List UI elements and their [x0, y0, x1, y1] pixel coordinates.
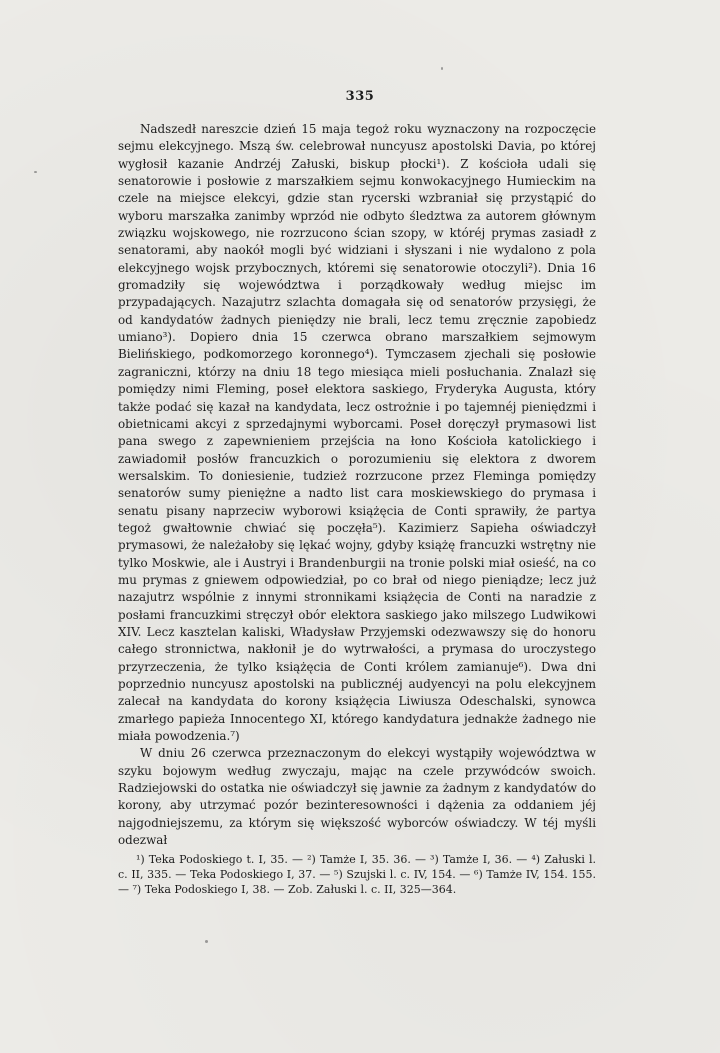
speck: [34, 171, 37, 173]
paragraph-2: W dniu 26 czerwca przeznaczonym do elekcyi wystąpiły województwa w szyku bojowym według zwyczaju, mając na czele przywódców swoich. Radziejowski do ostatka nie oświadczył się jawnie za żadnym z kandydatów do korony, aby utrzymać pozór bezinteresowności i dążenia za oddaniem jéj najgodniejszemu, za którym się większość wyborców oświadczy. W téj myśli odezwał: [118, 746, 596, 848]
paragraph-1: Nadszedł nareszcie dzień 15 maja tegoż roku wyznaczony na rozpoczęcie sejmu elekcyjnego. Mszą św. celebrował nuncyusz apostolski Davia, po której wygłosił kazanie Andrzéj Załuski, biskup płocki¹). Z kościoła udali się senatorowie i posłowie z marszałkiem sejmu konwokacyjnego Humieckim na czele na miejsce elekcyi, gdzie stan rycerski wzbraniał się przystąpić do wyboru marszałka zanimby wprzód nie odbyto śledztwa za autorem głównym związku wojskowego, nie rozrzucono ścian szopy, w któréj prymas zasiadł z senatorami, aby naokół mogli być widziani i słyszani i nie wydalono z pola elekcyjnego wojsk przybocznych, któremi się senatorowie otoczyli²). Dnia 16 gromadziły się województwa i porządkowały według miejsc im przypadających. Nazajutrz szlachta domagała się od senatorów przysięgi, że od kandydatów żadnych pieniędzy nie brali, lecz temu zręcznie zapobiedz umiano³). Dopiero dnia 15 czerwca obrano marszałkiem sejmowym Bielińskiego, podkomorzego koronnego⁴). Tymczasem zjechali się posłowie zagraniczni, którzy na dniu 18 tego miesiąca mieli posłuchania. Znalazł się pomiędzy nimi Fleming, poseł elektora saskiego, Fryderyka Augusta, który także podać się kazał na kandydata, lecz ostrożnie i po tajemnéj pieniędzmi i obietnicami akcyi z sprzedajnymi wyborcami. Poseł doręczył prymasowi list pana swego z zapewnieniem przejścia na łono Kościoła katolickiego i zawiadomił posłów francuzkich o porozumieniu się elektora z dworem wersalskim. To doniesienie, tudzież rozrzucone przez Fleminga pomiędzy senatorów sumy pieniężne a nadto list cara moskiewskiego do prymasa i senatu pisany naprzeciw wyborowi książęcia de Conti sprawiły, że partya tegoż gwałtownie chwiać się poczęła⁵). Kazimierz Sapieha oświadczył prymasowi, że należałoby się lękać wojny, gdyby książę francuzki wstrętny nie tylko Moskwie, ale i Austryi i Brandenburgii na tronie polski miał osieść, na co mu prymas z gniewem odpowiedział, po co brał od niego pieniądze; lecz już nazajutrz wspólnie z innymi stronnikami książęcia de Conti na naradzie z posłami francuzkimi stręczył obór elektora saskiego jako milszego Ludwikowi XIV. Lecz kasztelan kaliski, Władysław Przyjemski odezwawszy się do honoru całego stronnictwa, nakłonił je do wytrwałości, a prymasa do uroczystego przyrzeczenia, że tylko książęcia de Conti królem zamianuje⁶). Dwa dni poprzednio nuncyusz apostolski na publicznéj audyencyi na polu elekcyjnem zalecał na kandydata do korony książęcia Liwiusza Odeschalski, synowca zmarłego papieża Innocentego XI, którego kandydatura jednakże żadnego nie miała powodzenia.⁷): [118, 122, 596, 744]
footnote-text: ¹) Teka Podoskiego t. I, 35. — ²) Tamże I, 35. 36. — ³) Tamże I, 36. — ⁴) Załuski l. c. II, 335. — Teka Podoskiego I, 37. — ⁵) Szujski l. c. IV, 154. — ⁶) Tamże IV, 154. 155. — ⁷) Teka Podoskiego I, 38. — Zob. Załuski l. c. II, 325—364.: [118, 853, 596, 897]
speck: [441, 67, 443, 70]
speck: [205, 940, 208, 943]
footnotes: [118, 852, 596, 898]
page-number: 335: [345, 89, 375, 104]
body-text: [118, 121, 596, 849]
